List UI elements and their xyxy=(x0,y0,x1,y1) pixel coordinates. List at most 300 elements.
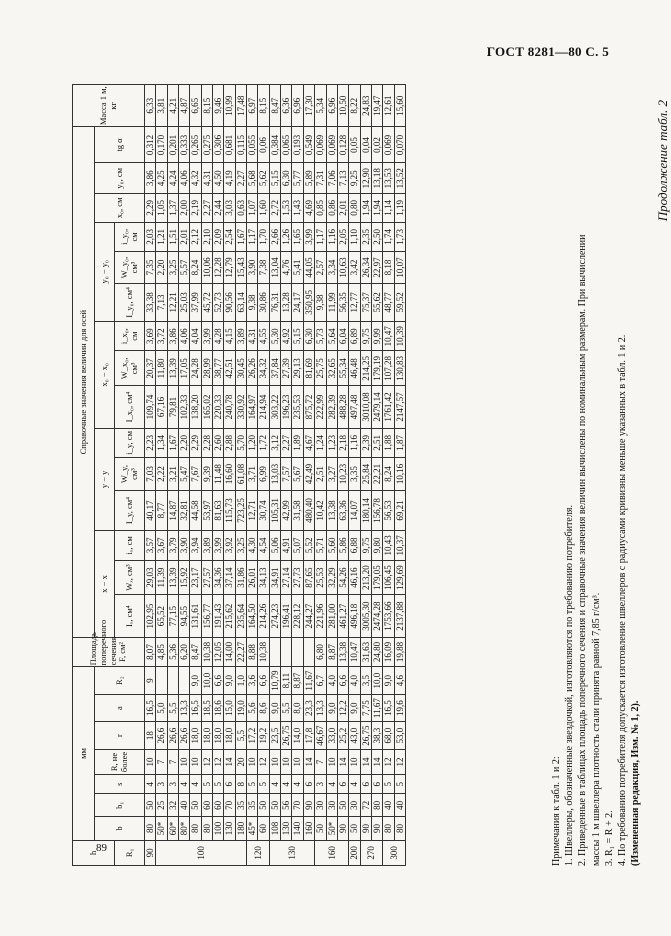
table-cell: 75,37 xyxy=(360,283,371,321)
table-cell: 5,86 xyxy=(337,531,348,561)
table-cell: 6,6 xyxy=(258,667,269,695)
table-cell: 42,99 xyxy=(281,490,292,530)
col-Wxo: W_x₀, см³ xyxy=(115,351,145,386)
table-cell: 13,3 xyxy=(315,694,326,721)
table-cell: 109,74 xyxy=(145,386,156,428)
table-cell: 214,25 xyxy=(360,351,371,386)
table-cell: 5,15 xyxy=(269,163,280,194)
table-cell: 17,05 xyxy=(179,351,190,386)
table-cell: 3,25 xyxy=(235,531,246,561)
table-row xyxy=(371,85,382,866)
table-cell: 115,73 xyxy=(224,490,235,530)
table-cell: 24,83 xyxy=(360,85,371,127)
table-cell: 37,84 xyxy=(269,351,280,386)
table-cell: 16,5 xyxy=(190,694,201,721)
table-cell: 50* xyxy=(156,817,167,840)
table-cell: 3,94 xyxy=(190,531,201,561)
table-cell: 37,99 xyxy=(190,283,201,321)
table-cell: 11,67 xyxy=(371,694,382,721)
table-cell: 213,20 xyxy=(360,560,371,595)
mm-unit-header: мм xyxy=(73,667,95,840)
table-cell: 56 xyxy=(281,794,292,817)
table-cell: 3,86 xyxy=(145,163,156,194)
table-cell: 3 xyxy=(156,775,167,794)
table-cell: 9,0 xyxy=(224,667,235,695)
table-cell: 38,77 xyxy=(213,351,224,386)
table-cell: 10,23 xyxy=(337,458,348,491)
note-amendment: (Измененная редакция, Изм. № 1, 2). xyxy=(630,700,642,866)
col-iyo: i_y₀, см xyxy=(115,222,145,252)
table-cell: 461,27 xyxy=(337,595,348,637)
table-cell: 5,68 xyxy=(247,163,258,194)
table-cell: 9,0 xyxy=(349,694,360,721)
table-cell: 2137,88 xyxy=(394,595,405,637)
table-cell: 13,53 xyxy=(383,163,394,194)
table-cell: 3,34 xyxy=(326,252,337,284)
table-cell: 7 xyxy=(167,749,178,774)
table-cell: 15,0 xyxy=(224,694,235,721)
table-row xyxy=(292,85,303,866)
table-cell: 42,51 xyxy=(224,351,235,386)
table-cell: 80 xyxy=(383,817,394,840)
table-cell: 10,0 xyxy=(371,667,382,695)
table-cell: 13,3 xyxy=(179,694,190,721)
table-cell: 90 xyxy=(337,817,348,840)
table-cell: 18,0 xyxy=(213,722,224,749)
table-cell: 14 xyxy=(360,749,371,774)
table-cell: 10,47 xyxy=(383,321,394,351)
table-cell: 50 xyxy=(349,817,360,840)
table-cell: 1,88 xyxy=(383,428,394,458)
table-cell: 60 xyxy=(201,794,212,817)
table-cell: 19,88 xyxy=(394,637,405,667)
table-cell: 34,13 xyxy=(258,560,269,595)
table-cell: 3,71 xyxy=(247,458,258,491)
table-cell: 5,41 xyxy=(292,252,303,284)
table-cell: 1,87 xyxy=(394,428,405,458)
table-cell: 496,18 xyxy=(349,595,360,637)
table-cell: 10,07 xyxy=(394,252,405,284)
table-cell: 50 xyxy=(337,794,348,817)
table-cell: 26,6 xyxy=(156,722,167,749)
table-cell: 9 xyxy=(145,667,156,695)
table-cell: 6,04 xyxy=(337,321,348,351)
table-cell: 3,42 xyxy=(349,252,360,284)
table-cell: 0,306 xyxy=(213,127,224,163)
table-cell: 488,28 xyxy=(337,386,348,428)
table-cell: 50 xyxy=(269,794,280,817)
table-cell: 2,19 xyxy=(190,194,201,223)
table-cell: 9,75 xyxy=(360,321,371,351)
table-cell: 6 xyxy=(337,775,348,794)
cell-h: 90 xyxy=(145,840,156,865)
table-cell: 46,67 xyxy=(315,722,326,749)
table-cell: 46,48 xyxy=(349,351,360,386)
table-cell: 5,64 xyxy=(326,321,337,351)
table-cell: 69,21 xyxy=(394,490,405,530)
table-cell: 10,06 xyxy=(201,252,212,284)
table-cell: 1,70 xyxy=(258,222,269,252)
table-cell: 6,96 xyxy=(326,85,337,127)
table-cell: 13,39 xyxy=(167,560,178,595)
table-cell: 9,0 xyxy=(269,694,280,721)
table-cell: 2,54 xyxy=(224,222,235,252)
table-cell: 72 xyxy=(360,794,371,817)
table-cell: 1,16 xyxy=(349,428,360,458)
table-cell: 23,3 xyxy=(303,694,314,721)
col-R: R, не более xyxy=(95,749,145,774)
table-cell: 45,72 xyxy=(201,283,212,321)
table-cell: 1,60 xyxy=(258,194,269,223)
table-cell: 10,37 xyxy=(394,531,405,561)
table-cell: 50 xyxy=(258,794,269,817)
table-cell: 27,73 xyxy=(292,560,303,595)
table-cell: 8,87 xyxy=(326,637,337,667)
table-cell: 244,27 xyxy=(303,595,314,637)
table-cell: 22,21 xyxy=(371,458,382,491)
table-cell: 4 xyxy=(292,775,303,794)
table-cell: 10 xyxy=(179,749,190,774)
table-cell: 2,09 xyxy=(213,222,224,252)
table-cell: 12 xyxy=(383,749,394,774)
table-cell: 235,64 xyxy=(235,595,246,637)
table-cell: 4,85 xyxy=(156,637,167,667)
table-cell: 15,92 xyxy=(179,560,190,595)
document-header: ГОСТ 8281—80 С. 5 xyxy=(486,44,609,59)
table-cell: 5,0 xyxy=(156,694,167,721)
table-cell: 0,115 xyxy=(235,127,246,163)
table-cell: 1,51 xyxy=(167,222,178,252)
table-cell: 8,88 xyxy=(247,637,258,667)
table-cell: 6,65 xyxy=(190,85,201,127)
table-cell: 40 xyxy=(394,794,405,817)
table-cell: 160 xyxy=(303,817,314,840)
table-cell: 100 xyxy=(213,817,224,840)
table-cell: 81,63 xyxy=(213,490,224,530)
table-cell: 7,35 xyxy=(145,252,156,284)
table-cell: 53,97 xyxy=(201,490,212,530)
table-cell: 10,43 xyxy=(383,531,394,561)
table-row xyxy=(145,85,156,866)
table-cell: 10,0 xyxy=(201,667,212,695)
table-cell: 3,90 xyxy=(247,252,258,284)
table-cell: 25,53 xyxy=(315,560,326,595)
table-cell: 1,17 xyxy=(315,222,326,252)
table-cell: 10,63 xyxy=(337,252,348,284)
col-s: s xyxy=(95,775,145,794)
table-cell: 131,61 xyxy=(190,595,201,637)
table-cell: 8,77 xyxy=(156,490,167,530)
table-cell: 8,6 xyxy=(258,694,269,721)
cell-h: 100 xyxy=(156,840,247,865)
table-cell: 43,0 xyxy=(349,722,360,749)
table-cell: 50* xyxy=(326,817,337,840)
table-cell: 4 xyxy=(269,775,280,794)
table-cell: 12 xyxy=(394,749,405,774)
table-cell: 6,30 xyxy=(281,163,292,194)
table-cell: 56,35 xyxy=(337,283,348,321)
table-cell: 14 xyxy=(224,749,235,774)
table-cell: 179,19 xyxy=(371,351,382,386)
note-1: 1. Швеллеры, обозначенные звездочкой, изготовляются по требованию потребителя. xyxy=(564,505,576,866)
table-cell: 23,5 xyxy=(269,722,280,749)
table-cell: 10 xyxy=(281,749,292,774)
table-cell: 12,79 xyxy=(224,252,235,284)
table-cell: 20 xyxy=(235,749,246,774)
table-cell: 4,04 xyxy=(190,321,201,351)
table-cell: 0,070 xyxy=(394,127,405,163)
table-cell: 4 xyxy=(326,775,337,794)
table-cell: 14,07 xyxy=(349,490,360,530)
table-cell: 140 xyxy=(292,817,303,840)
table-cell: 282,39 xyxy=(326,386,337,428)
table-cell: 2,20 xyxy=(156,252,167,284)
table-cell: 10,47 xyxy=(349,637,360,667)
table-cell: 81,69 xyxy=(303,351,314,386)
table-cell: 60 xyxy=(213,794,224,817)
table-row xyxy=(247,85,258,866)
page-number: 89 xyxy=(96,842,107,854)
table-cell: 1,34 xyxy=(156,428,167,458)
table-cell: 14 xyxy=(303,749,314,774)
reference-values-header: Справочные значения величин для осей xyxy=(73,127,95,637)
table-cell: 24,28 xyxy=(190,351,201,386)
table-cell: 94,55 xyxy=(179,595,190,637)
table-cell: 16,5 xyxy=(383,694,394,721)
table-cell: 5,89 xyxy=(303,163,314,194)
table-cell: 16,60 xyxy=(224,458,235,491)
table-cell: 0,069 xyxy=(383,127,394,163)
table-cell: 2,10 xyxy=(201,222,212,252)
table-cell: 5,57 xyxy=(179,252,190,284)
table-cell: 0,312 xyxy=(145,127,156,163)
table-cell: 0,170 xyxy=(156,127,167,163)
table-cell: 13,18 xyxy=(371,163,382,194)
table-cell: 77,15 xyxy=(167,595,178,637)
table-cell: 3,12 xyxy=(269,428,280,458)
table-cell: 6,6 xyxy=(337,667,348,695)
table-cell: 6 xyxy=(360,775,371,794)
table-cell xyxy=(281,637,292,667)
table-cell: 10,50 xyxy=(337,85,348,127)
table-cell: 5 xyxy=(213,775,224,794)
table-cell: 38,3 xyxy=(371,722,382,749)
table-cell: 4 xyxy=(179,775,190,794)
table-cell: 5,67 xyxy=(292,458,303,491)
table-cell: 2,57 xyxy=(315,252,326,284)
table-cell: 1,53 xyxy=(281,194,292,223)
table-cell: 26,6 xyxy=(179,722,190,749)
table-cell: 0,549 xyxy=(303,127,314,163)
table-cell: 4 xyxy=(349,775,360,794)
table-cell: 3,79 xyxy=(167,531,178,561)
table-cell: 7 xyxy=(315,749,326,774)
table-cell: 48,77 xyxy=(383,283,394,321)
table-cell: 2,27 xyxy=(235,163,246,194)
table-cell: 350,95 xyxy=(303,283,314,321)
table-cell: 22,27 xyxy=(235,637,246,667)
table-cell: 303,22 xyxy=(269,386,280,428)
table-cell: 0,384 xyxy=(269,127,280,163)
table-cell: 8 xyxy=(235,775,246,794)
table-cell: 10,16 xyxy=(394,458,405,491)
table-cell: 3,6 xyxy=(247,667,258,695)
table-cell: 4,69 xyxy=(303,194,314,223)
table-cell: 4,15 xyxy=(224,321,235,351)
table-cell: 130 xyxy=(224,817,235,840)
table-cell: 13,04 xyxy=(269,252,280,284)
table-cell: 34,91 xyxy=(269,560,280,595)
table-cell: 32 xyxy=(167,794,178,817)
col-b1: b₁ xyxy=(95,794,145,817)
table-cell: 2,18 xyxy=(337,428,348,458)
table-cell: 102,33 xyxy=(179,386,190,428)
table-cell: 18,5 xyxy=(201,694,212,721)
table-row xyxy=(156,85,167,866)
table-cell: 10,42 xyxy=(315,490,326,530)
table-cell: 26,34 xyxy=(360,252,371,284)
table-cell: 3,89 xyxy=(235,321,246,351)
table-cell: 156,77 xyxy=(201,595,212,637)
col-xo: x₀, см xyxy=(95,194,145,223)
table-cell: 31,63 xyxy=(360,637,371,667)
table-cell: 8,24 xyxy=(383,458,394,491)
table-cell: 90 xyxy=(303,794,314,817)
table-cell: 19,47 xyxy=(371,85,382,127)
table-cell: 12,77 xyxy=(349,283,360,321)
table-cell: 10 xyxy=(269,749,280,774)
table-cell: 9,75 xyxy=(360,531,371,561)
table-cell: 2,29 xyxy=(145,194,156,223)
col-Wx: Wₓ, см³ xyxy=(115,560,145,595)
table-cell: 5 xyxy=(201,775,212,794)
table-cell: 29,13 xyxy=(292,351,303,386)
cell-h: 160 xyxy=(315,840,349,865)
table-cell: 0,681 xyxy=(224,127,235,163)
table-row xyxy=(213,85,224,866)
table-cell: 8,15 xyxy=(258,85,269,127)
table-cell: 5,36 xyxy=(167,637,178,667)
table-cell: 59,52 xyxy=(394,283,405,321)
table-cell: 7,38 xyxy=(258,252,269,284)
table-cell: 26,6 xyxy=(167,722,178,749)
table-cell: 0,265 xyxy=(190,127,201,163)
table-cell: 0,85 xyxy=(315,194,326,223)
table-cell: 191,43 xyxy=(213,595,224,637)
table-cell: 9,38 xyxy=(247,283,258,321)
table-cell: 214,26 xyxy=(258,595,269,637)
table-cell: 0,63 xyxy=(235,194,246,223)
table-cell: 2,35 xyxy=(360,222,371,252)
table-cell: 2,05 xyxy=(337,222,348,252)
table-cell: 2147,57 xyxy=(394,386,405,428)
table-cell: 497,48 xyxy=(349,386,360,428)
table-cell: 5,06 xyxy=(269,531,280,561)
channel-dimensions-table xyxy=(72,84,406,866)
table-cell: 4,06 xyxy=(179,163,190,194)
table-cell: 5,34 xyxy=(315,85,326,127)
table-cell: 105,31 xyxy=(269,490,280,530)
table-cell: 2,01 xyxy=(179,222,190,252)
table-cell: 164,97 xyxy=(247,386,258,428)
table-cell: 7,67 xyxy=(190,458,201,491)
table-cell: 8,11 xyxy=(281,667,292,695)
table-cell: 18,6 xyxy=(213,694,224,721)
col-b: b xyxy=(95,817,145,840)
table-cell: 80 xyxy=(371,794,382,817)
cell-h: 300 xyxy=(383,840,406,865)
table-cell: 19,2 xyxy=(258,722,269,749)
table-cell: 0,80 xyxy=(349,194,360,223)
table-cell: 13,38 xyxy=(337,637,348,667)
table-cell: 240,78 xyxy=(224,386,235,428)
table-cell: 5,5 xyxy=(281,694,292,721)
table-cell: 6 xyxy=(371,775,382,794)
mass-header: Масса 1 м, кг xyxy=(73,85,145,127)
table-cell: 30 xyxy=(349,794,360,817)
table-cell: 1,19 xyxy=(394,194,405,223)
table-cell: 22,97 xyxy=(371,252,382,284)
table-cell: 4,6 xyxy=(394,667,405,695)
table-cell: 8,18 xyxy=(383,252,394,284)
table-cell: 34,36 xyxy=(213,560,224,595)
table-cell: 11,80 xyxy=(156,351,167,386)
table-cell: 9,38 xyxy=(315,283,326,321)
table-cell: 45* xyxy=(247,817,258,840)
table-cell: 5,52 xyxy=(303,531,314,561)
table-cell: 14 xyxy=(337,749,348,774)
table-cell: 70 xyxy=(292,794,303,817)
table-row xyxy=(281,85,292,866)
table-cell: 6,99 xyxy=(258,458,269,491)
table-row xyxy=(258,85,269,866)
table-cell: 5 xyxy=(258,775,269,794)
table-cell: 9,0 xyxy=(326,694,337,721)
table-cell: 2,22 xyxy=(156,458,167,491)
table-cell: 10,38 xyxy=(258,637,269,667)
table-cell: 9,46 xyxy=(213,85,224,127)
table-cell: 8,22 xyxy=(349,85,360,127)
area-header: Площадь поперечного сечения F, см² xyxy=(73,637,145,667)
table-cell: 10 xyxy=(349,749,360,774)
table-cell: 13,03 xyxy=(269,458,280,491)
table-cell: 0,86 xyxy=(326,194,337,223)
table-cell xyxy=(269,637,280,667)
table-cell: 4,67 xyxy=(303,428,314,458)
table-cell: 32,65 xyxy=(326,351,337,386)
table-cell: 3 xyxy=(167,775,178,794)
table-cell: 6,36 xyxy=(281,85,292,127)
col-Ix: Iₓ, см⁴ xyxy=(115,595,145,637)
table-cell: 130,83 xyxy=(394,351,405,386)
table-cell: 6 xyxy=(224,775,235,794)
table-cell: 2,20 xyxy=(179,428,190,458)
table-cell: 19,6 xyxy=(394,694,405,721)
table-cell: 0,055 xyxy=(247,127,258,163)
table-cell: 10 xyxy=(247,749,258,774)
table-cell: 18,0 xyxy=(201,722,212,749)
col-h: h xyxy=(73,840,115,865)
table-cell: 33,38 xyxy=(145,283,156,321)
table-cell: 228,12 xyxy=(292,595,303,637)
table-cell: 4,76 xyxy=(281,252,292,284)
table-cell: 1,94 xyxy=(360,194,371,223)
table-cell: 1,14 xyxy=(383,194,394,223)
table-cell: 12 xyxy=(213,749,224,774)
table-cell: 18,0 xyxy=(190,722,201,749)
table-cell: 25 xyxy=(156,794,167,817)
table-cell: 80 xyxy=(190,817,201,840)
